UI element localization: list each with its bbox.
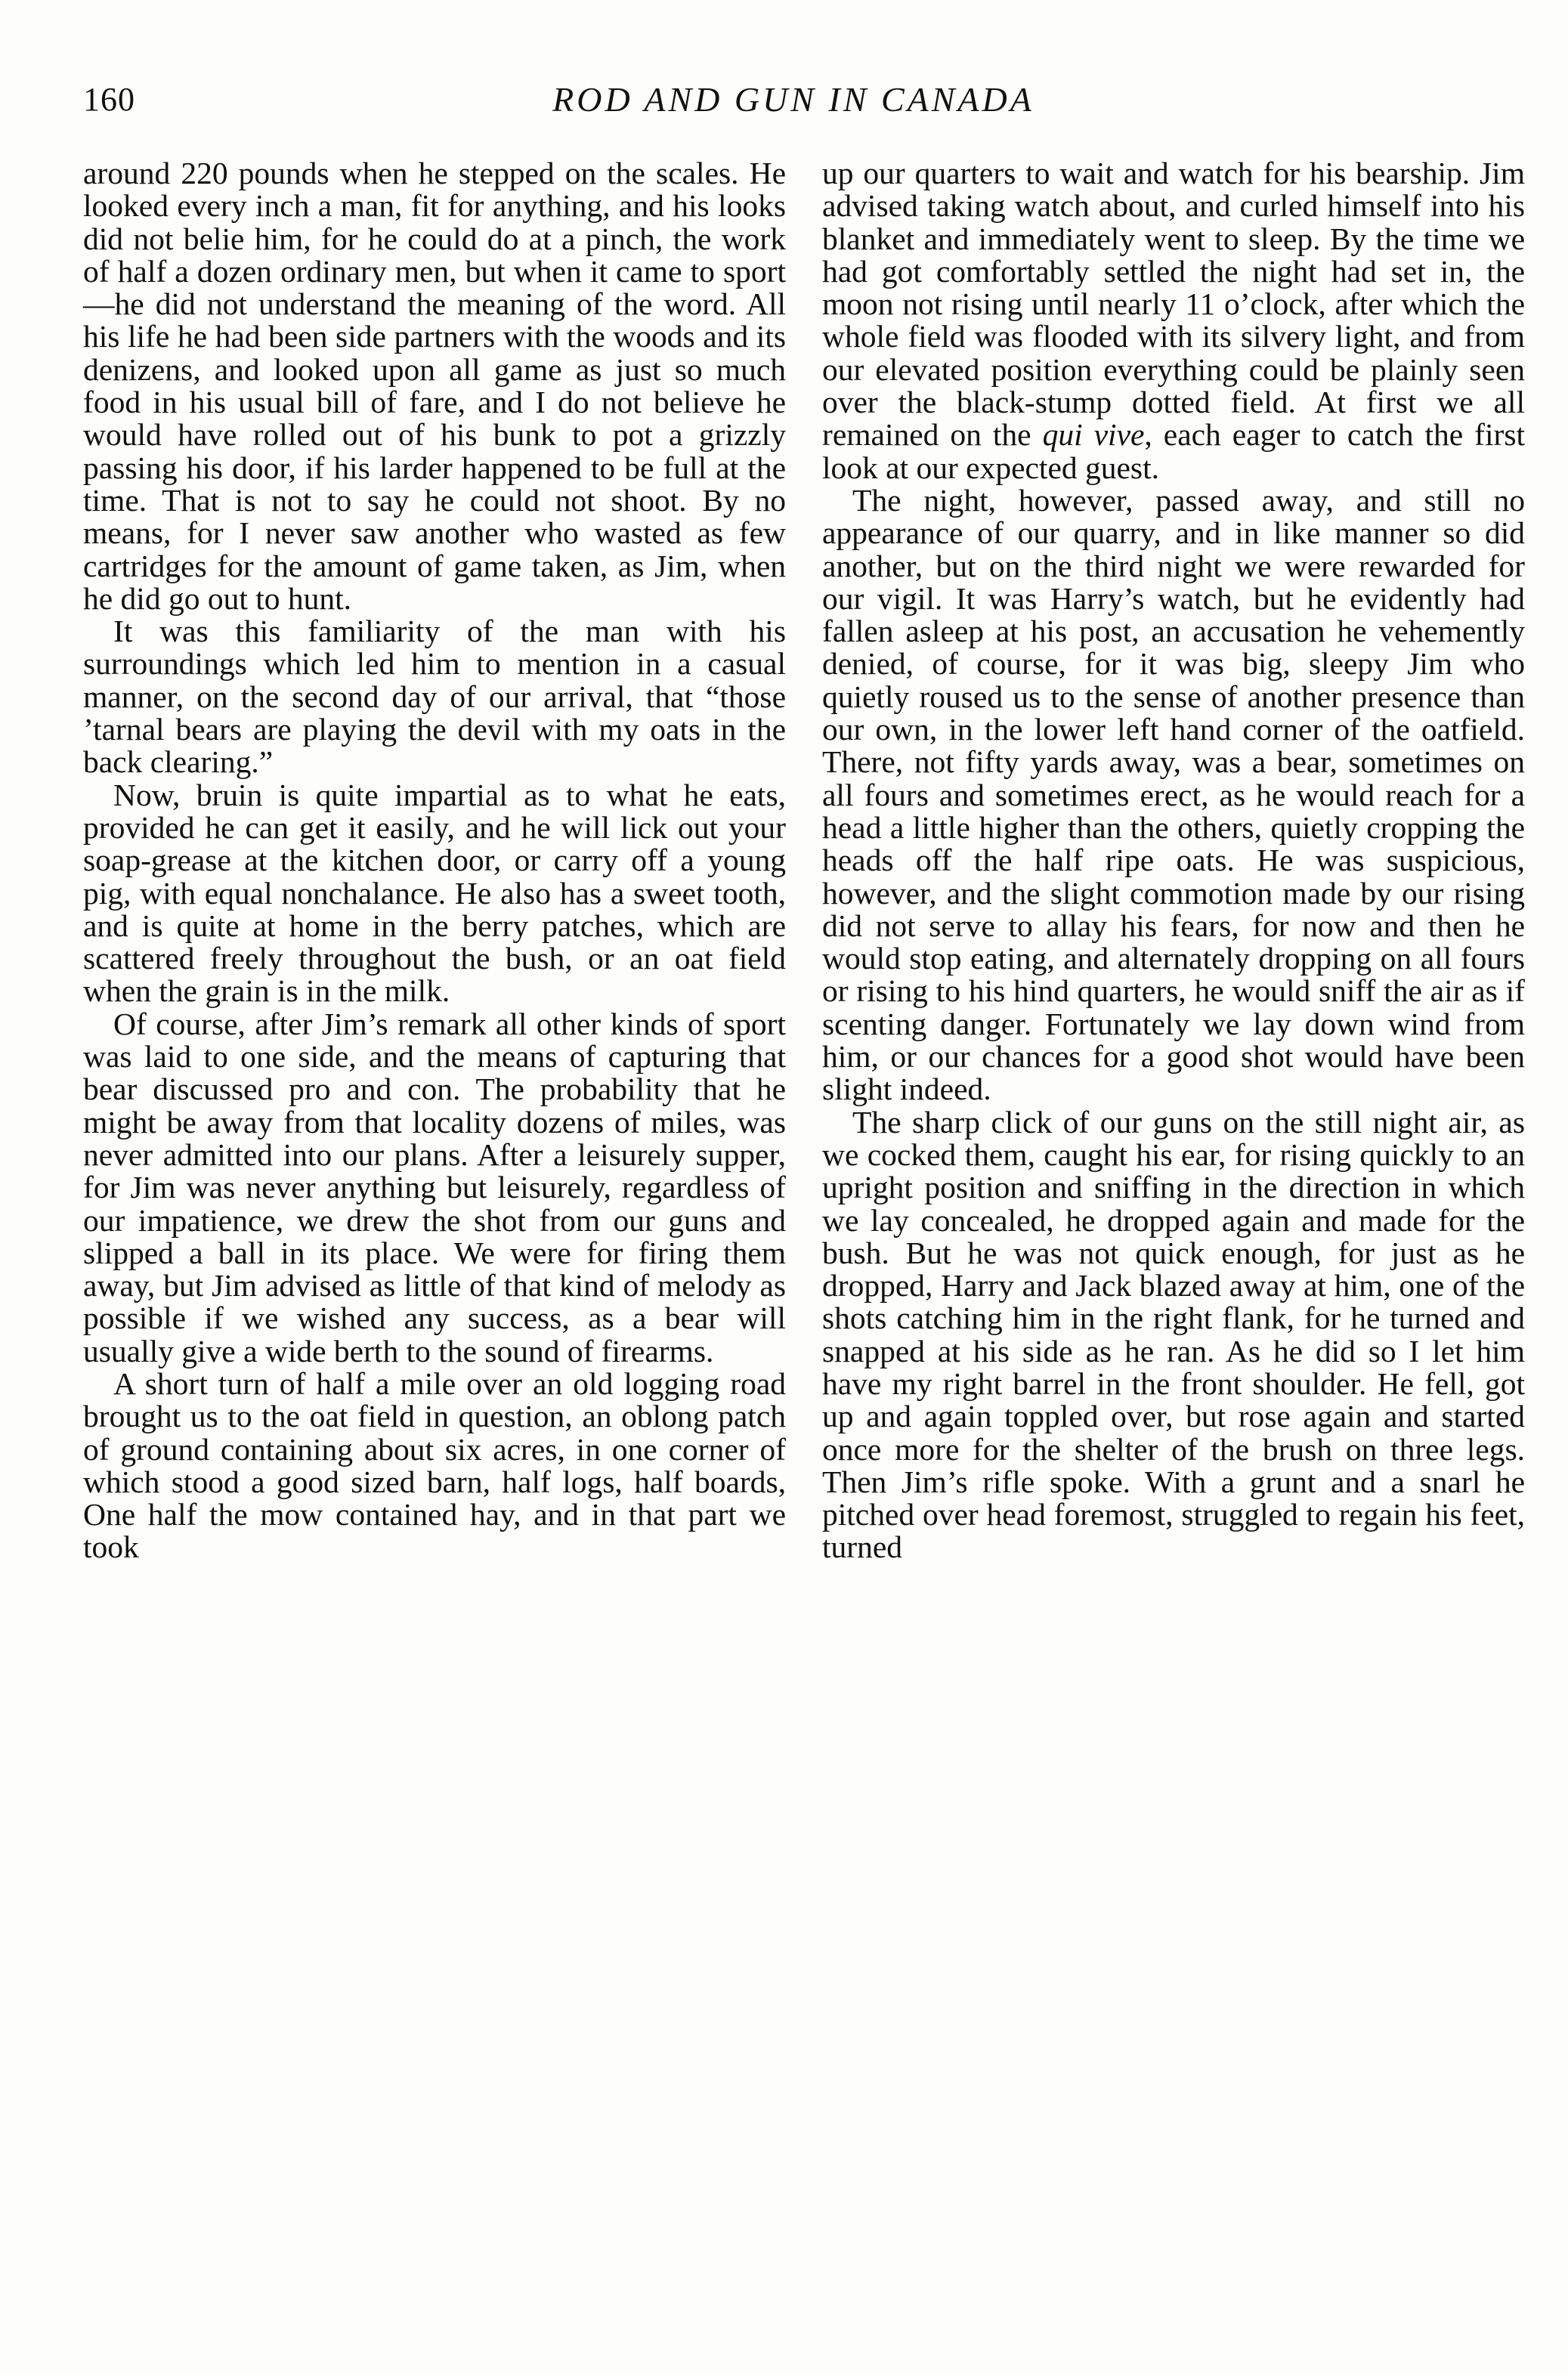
paragraph-text: up our quarters to wait and watch for his bearship. Jim advised taking watch about, and curled himself into his blanket and immediately went to sleep. By the time we had got comfortably settled the night had set in, the moon not rising until nearly 11 o’clock, after which the whole field was flooded with its silvery light, and from our elevated position everything could be plainly seen over the black-stump dotted field. At first we all remained on the (822, 156, 1525, 453)
paragraph: Now, bruin is quite impartial as to what he eats, provided he can get it easily, and he will lick out your soap-grease at the kitchen door, or carry off a young pig, with equal nonchalance. He also has a sweet tooth, and is quite at home in the berry patches, which are scattered freely throughout the bush, or an oat field when the grain is in the milk. (83, 777, 786, 1009)
page-header (83, 70, 1504, 130)
paragraph: The night, however, passed away, and still no appearance of our quarry, and in like manner so did another, but on the third night we were rewarded for our vigil. It was Harry’s watch, but he evidently had fallen asleep at his post, an accusation he vehemently denied, of course, for it was big, sleepy Jim who quietly roused us to the sense of another presence than our own, in the lower left hand corner of the oatfield. There, not fifty yards away, was a bear, sometimes on all fours and sometimes erect, as he would reach for a head a little higher than the others, quietly cropping the heads off the half ripe oats. He was suspicious, however, and the slight commotion made by our rising did not serve to allay his fears, for now and then he would stop eating, and alternately dropping on all fours or rising to his hind quarters, he would sniff the air as if scenting danger. Fortunately we lay down wind from him, or our chances for a good shot would have been slight indeed. (822, 482, 1525, 1107)
right-column (822, 157, 1525, 1564)
paragraph-text: , each eager to catch the first look at our expected guest. (822, 417, 1525, 485)
running-title: ROD AND GUN IN CANADA (552, 80, 1035, 119)
italic-phrase: qui vive (1042, 417, 1145, 453)
paragraph: The sharp click of our guns on the still night air, as we cocked them, caught his ear, for rising quickly to an upright position and sniffing in the direction in which we lay concealed, he dropped again and made for the bush. But he was not quick enough, for just as he dropped, Harry and Jack blazed away at him, one of the shots catching him in the right flank, for he turned and snapped at his side as he ran. As he did so I let him have my right barrel in the front shoulder. He fell, got up and again toppled over, but rose again and started once more for the shelter of the brush on three legs. Then Jim’s rifle spoke. With a grunt and a snarl he pitched over head foremost, struggled to regain his feet, turned (822, 1104, 1525, 1565)
paragraph: It was this familiarity of the man with his surroundings which led him to mention in a casual manner, on the second day of our arrival, that “those ’tarnal bears are playing the devil with my oats in the back clearing.” (83, 614, 786, 780)
left-column (83, 157, 786, 1564)
page-number: 160 (83, 81, 135, 118)
paragraph: around 220 pounds when he stepped on the scales. He looked every inch a man, fit for anything, and his looks did not belie him, for he could do at a pinch, the work of half a dozen ordinary men, but when it came to sport—he did not understand the meaning of the word. All his life he had been side partners with the woods and its denizens, and looked upon all game as just so much food in his usual bill of fare, and I do not believe he would have rolled out of his bunk to pot a grizzly passing his door, if his larder happened to be full at the time. That is not to say he could not shoot. By no means, for I never saw another who wasted as few cartridges for the amount of game taken, as Jim, when he did go out to hunt. (83, 156, 786, 616)
paragraph: A short turn of half a mile over an old logging road brought us to the oat field in question, an oblong patch of ground containing about six acres, in one corner of which stood a good sized barn, half logs, half boards, One half the mow contained hay, and in that part we took (83, 1365, 786, 1565)
paragraph: Of course, after Jim’s remark all other kinds of sport was laid to one side, and the means of capturing that bear discussed pro and con. The probability that he might be away from that locality dozens of miles, was never admitted into our plans. After a leisurely supper, for Jim was never anything but leisurely, regardless of our impatience, we drew the shot from our guns and slipped a ball in its place. We were for firing them away, but Jim advised as little of that kind of melody as possible if we wished any success, as a bear will usually give a wide berth to the sound of firearms. (83, 1006, 786, 1368)
paragraph (822, 157, 1525, 484)
